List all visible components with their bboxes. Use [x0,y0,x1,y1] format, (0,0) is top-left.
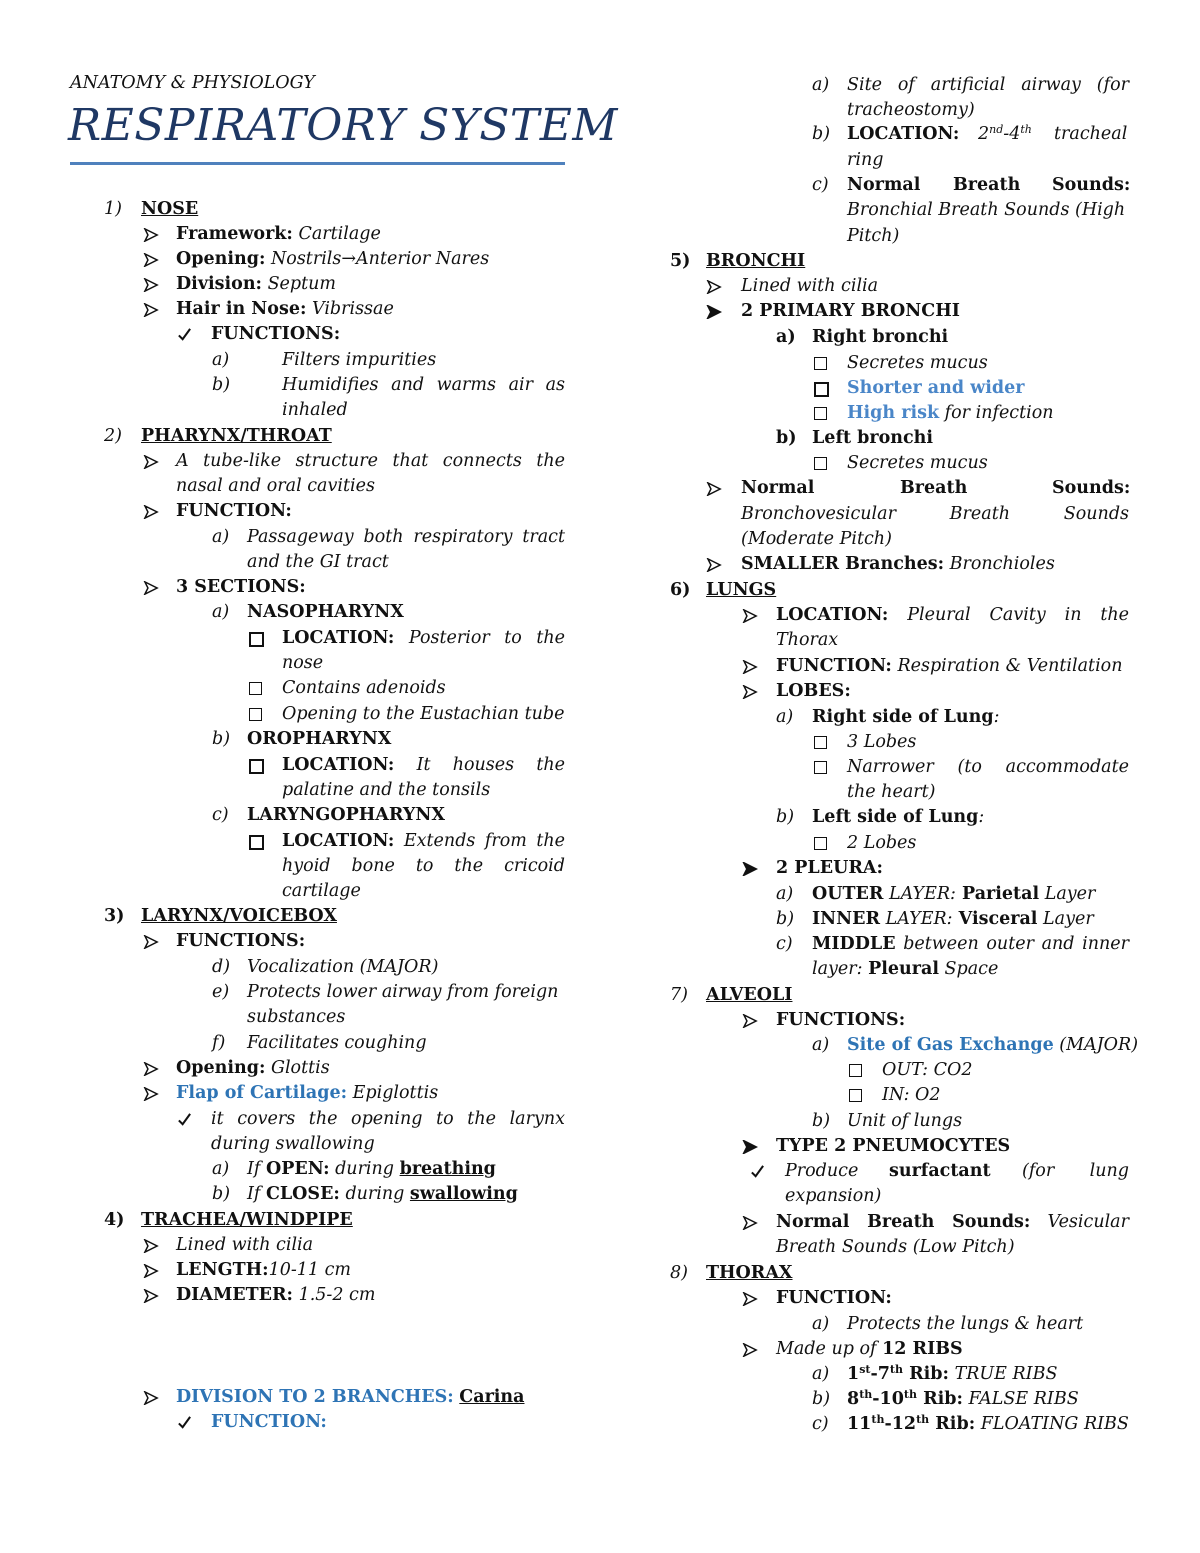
carina-location-value: 2nd-4th [978,123,1032,144]
pharynx-sections-label: 3 SECTIONS: [176,577,306,597]
list-letter: b) [776,428,797,448]
arrow-bullet-icon [742,660,758,674]
arrow-bullet-icon [742,862,758,876]
pleura-outer: OUTER LAYER: Parietal Layer [812,884,1096,904]
left-lung-title: Left side of Lung: [812,807,985,827]
section-title-larynx: LARYNX/VOICEBOX [141,906,337,926]
list-letter: a) [812,75,830,95]
larynx-function-e-cont: substances [247,1007,346,1027]
alveoli-surfactant: surfactant [889,1161,991,1181]
arrow-bullet-icon [143,228,159,242]
bronchi-primary: 2 PRIMARY BRONCHI [741,301,960,321]
list-letter: b) [812,1111,831,1131]
arrow-bullet-icon [706,305,722,319]
nose-function-b: Humidifies and warms air as [282,375,565,395]
checkbox-icon [249,759,264,774]
larynx-opening: Opening: Glottis [176,1058,330,1078]
arrow-bullet-icon [742,1140,758,1154]
epiglottis-covers-cont: during swallowing [211,1134,375,1154]
arrow-bullet-icon [143,278,159,292]
bronchi-bronchovesicular: Bronchovesicular Breath Sounds [741,504,1129,524]
thorax-function-label: FUNCTION: [776,1288,892,1308]
list-letter: f) [212,1033,226,1053]
arrow-bullet-icon [143,1062,159,1076]
arrow-bullet-icon [143,505,159,519]
arrow-bullet-icon [143,303,159,317]
epiglottis-covers: it covers the opening to the larynx [211,1109,565,1129]
larynx-function-e: Protects lower airway from foreign [247,982,559,1002]
larynx-function-d: Vocalization (MAJOR) [247,957,439,977]
list-letter: a) [776,327,796,347]
arrow-bullet-icon [143,935,159,949]
nasopharynx-title: NASOPHARYNX [247,602,404,622]
title-underline [70,162,565,165]
doc-subtitle: ANATOMY & PHYSIOLOGY [70,73,315,93]
checkbox-icon [849,1064,862,1077]
alveoli-for-lung: (for lung [1022,1161,1129,1181]
oropharynx-location-cont: palatine and the tonsils [282,780,491,800]
checkbox-icon [249,708,262,721]
ribs-floating: 11th-12th Rib: FLOATING RIBS [847,1413,1129,1434]
section-title-trachea: TRACHEA/WINDPIPE [141,1210,353,1230]
nasopharynx-location-cont: nose [282,653,324,673]
list-letter: d) [212,957,231,977]
trachea-diameter: DIAMETER: 1.5-2 cm [176,1285,376,1305]
carina-location-tracheal: tracheal [1054,124,1128,144]
section-title-alveoli: ALVEOLI [706,985,793,1005]
alveoli-functions-label: FUNCTIONS: [776,1010,906,1030]
arrow-bullet-icon [143,455,159,469]
alveoli-out: OUT: CO2 [882,1060,973,1080]
laryngopharynx-location: LOCATION: Extends from the [282,831,565,851]
trachea-lined: Lined with cilia [176,1235,314,1255]
list-letter: c) [812,175,829,195]
arrow-bullet-icon [742,1216,758,1230]
list-letter: c) [776,934,793,954]
list-letter: c) [812,1414,829,1434]
section-number: 5) [670,251,691,271]
alveoli-vesicular-cont: Breath Sounds (Low Pitch) [776,1237,1015,1257]
trachea-length: LENGTH:10-11 cm [176,1260,352,1280]
alveoli-unit: Unit of lungs [847,1111,963,1131]
ribs-true: 1st-7th Rib: TRUE RIBS [847,1363,1058,1384]
arrow-bullet-icon [742,1343,758,1357]
section-number: 6) [670,580,691,600]
lungs-lobes-label: LOBES: [776,681,851,701]
list-letter: b) [812,124,831,144]
section-number: 3) [104,906,125,926]
pleura-middle-cont: layer: Pleural Space [812,959,999,979]
nasopharynx-adenoids: Contains adenoids [282,678,446,698]
arrow-bullet-icon [143,1239,159,1253]
list-letter: b) [212,1184,231,1204]
arrow-bullet-icon [143,253,159,267]
carina-function-label: FUNCTION: [211,1412,327,1432]
oropharynx-location: LOCATION: It houses the [282,755,565,775]
arrow-bullet-icon [742,609,758,623]
arrow-bullet-icon [742,1014,758,1028]
bronchi-normal: Normal [741,478,815,498]
carina-location-ring: ring [847,150,884,170]
section-number: 1) [104,199,122,219]
nose-division: Division: Septum [176,274,337,294]
alveoli-normal: Normal Breath Sounds: Vesicular [776,1212,1129,1232]
right-lung-narrower-cont: the heart) [847,782,936,802]
checkbox-icon [249,835,264,850]
alveoli-gas-exchange: Site of Gas Exchange (MAJOR) [847,1035,1139,1055]
section-title-thorax: THORAX [706,1263,793,1283]
nose-framework: Framework: Cartilage [176,224,381,244]
bronchi-sounds: Sounds: [1052,478,1131,498]
epiglottis-close: If CLOSE: during swallowing [247,1184,518,1204]
epiglottis-open: If OPEN: during breathing [247,1159,496,1179]
larynx-flap: Flap of Cartilage: Epiglottis [176,1083,439,1103]
alveoli-type2: TYPE 2 PNEUMOCYTES [776,1136,1011,1156]
check-icon [177,1415,192,1430]
pleura-middle: MIDDLE between outer and inner [812,934,1129,954]
alveoli-in: IN: O2 [882,1085,941,1105]
nose-hair: Hair in Nose: Vibrissae [176,299,394,319]
trachea-division: DIVISION TO 2 BRANCHES: Carina [176,1387,525,1407]
oropharynx-title: OROPHARYNX [247,729,392,749]
pharynx-desc: A tube-like structure that connects the [176,451,565,471]
section-number: 8) [670,1263,688,1283]
right-bronchi-title: Right bronchi [812,327,949,347]
list-letter: b) [776,909,795,929]
list-letter: a) [812,1035,830,1055]
list-letter: b) [812,1389,831,1409]
nose-functions-label: FUNCTIONS: [211,324,341,344]
ribs-false: 8th-10th Rib: FALSE RIBS [847,1388,1079,1409]
alveoli-produce: Produce [785,1161,859,1181]
laryngopharynx-title: LARYNGOPHARYNX [247,805,445,825]
list-letter: b) [212,375,231,395]
checkbox-icon [814,407,827,420]
list-letter: c) [212,805,229,825]
list-letter: a) [776,707,794,727]
carina-bronchial-cont: Pitch) [847,226,900,246]
list-letter: a) [812,1364,830,1384]
thorax-made-up: Made up of 12 RIBS [776,1339,963,1359]
list-letter: a) [212,602,230,622]
checkbox-icon [814,457,827,470]
checkbox-icon [249,632,264,647]
carina-function-a: Site of artificial airway (for [847,75,1129,95]
carina-breath: Breath [953,175,1021,195]
lungs-pleura-label: 2 PLEURA: [776,858,883,878]
pharynx-function-a-cont: and the GI tract [247,552,389,572]
section-number: 7) [670,985,688,1005]
carina-normal: Normal [847,175,921,195]
list-letter: a) [212,1159,230,1179]
thorax-function-a: Protects the lungs & heart [847,1314,1084,1334]
larynx-function-f: Facilitates coughing [247,1033,427,1053]
right-lung-narrower: Narrower (to accommodate [847,757,1129,777]
list-letter: a) [776,884,794,904]
check-icon [177,1112,192,1127]
carina-sounds: Sounds: [1052,175,1131,195]
section-title-nose: NOSE [141,199,199,219]
bronchi-lined: Lined with cilia [741,276,879,296]
list-letter: e) [212,982,230,1002]
section-title-bronchi: BRONCHI [706,251,806,271]
arrow-bullet-icon [706,482,722,496]
checkbox-icon [814,837,827,850]
laryngopharynx-location-cont: hyoid bone to the cricoid [282,856,565,876]
checkbox-icon [814,382,829,397]
carina-bronchial: Bronchial Breath Sounds (High [847,200,1126,220]
list-letter: b) [212,729,231,749]
bronchi-smaller: SMALLER Branches: Bronchioles [741,554,1055,574]
pharynx-function-label: FUNCTION: [176,501,292,521]
pharynx-function-a: Passageway both respiratory tract [247,527,565,547]
right-lung-title: Right side of Lung: [812,707,1000,727]
arrow-bullet-icon [143,581,159,595]
section-number: 4) [104,1210,125,1230]
lungs-function: FUNCTION: Respiration & Ventilation [776,656,1123,676]
section-title-lungs: LUNGS [706,580,777,600]
section-title-pharynx: PHARYNX/THROAT [141,426,332,446]
left-bronchi-mucus: Secretes mucus [847,453,988,473]
arrow-bullet-icon [706,280,722,294]
right-bronchi-shorter: Shorter and wider [847,378,1025,398]
list-letter: a) [812,1314,830,1334]
left-lung-lobes: 2 Lobes [847,833,917,853]
carina-location-label: LOCATION: [847,124,960,144]
list-letter: b) [776,807,795,827]
right-bronchi-mucus: Secretes mucus [847,353,988,373]
arrow-bullet-icon [143,1087,159,1101]
pharynx-desc-cont: nasal and oral cavities [176,476,375,496]
list-letter: a) [212,350,230,370]
nose-function-b-cont: inhaled [282,400,348,420]
larynx-functions-label: FUNCTIONS: [176,931,306,951]
checkbox-icon [814,761,827,774]
lungs-location: LOCATION: Pleural Cavity in the [776,605,1129,625]
check-icon [750,1164,765,1179]
section-number: 2) [104,426,122,446]
arrow-bullet-icon [143,1264,159,1278]
page-title: RESPIRATORY SYSTEM [68,100,618,151]
right-lung-lobes: 3 Lobes [847,732,917,752]
nose-opening: Opening: Nostrils→Anterior Nares [176,249,490,269]
nasopharynx-location: LOCATION: Posterior to the [282,628,565,648]
bronchi-moderate-pitch: (Moderate Pitch) [741,529,892,549]
arrow-bullet-icon [742,685,758,699]
alveoli-expansion: expansion) [785,1186,882,1206]
checkbox-icon [814,357,827,370]
laryngopharynx-location-cont2: cartilage [282,881,361,901]
nose-function-a: Filters impurities [282,350,437,370]
right-bronchi-risk: High risk for infection [847,403,1054,423]
left-bronchi-title: Left bronchi [812,428,934,448]
lungs-location-cont: Thorax [776,630,839,650]
bronchi-breath: Breath [900,478,968,498]
pleura-inner: INNER LAYER: Visceral Layer [812,909,1094,929]
checkbox-icon [814,736,827,749]
checkbox-icon [249,682,262,695]
arrow-bullet-icon [742,1292,758,1306]
arrow-bullet-icon [706,558,722,572]
nasopharynx-eustachian: Opening to the Eustachian tube [282,704,565,724]
carina-function-a-cont: tracheostomy) [847,100,975,120]
check-icon [177,327,192,342]
arrow-bullet-icon [143,1289,159,1303]
arrow-bullet-icon [143,1391,159,1405]
list-letter: a) [212,527,230,547]
checkbox-icon [849,1089,862,1102]
